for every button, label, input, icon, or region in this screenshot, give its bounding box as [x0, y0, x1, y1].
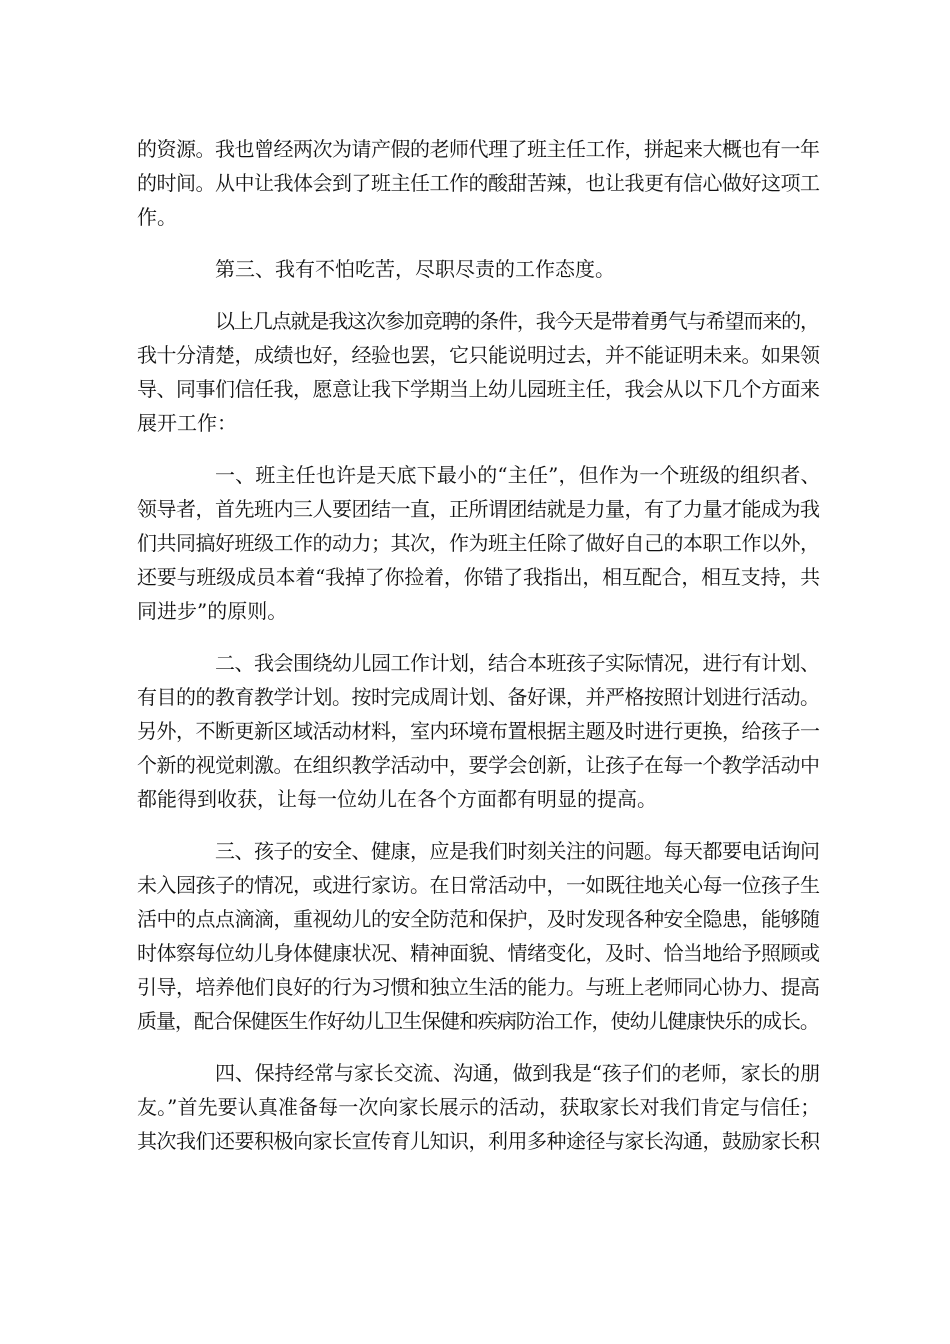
text-line: 三、孩子的安全、健康，应是我们时刻关注的问题。每天都要电话询问 — [215, 839, 820, 863]
text-line: 的资源。我也曾经两次为请产假的老师代理了班主任工作，拼起来大概也有一年 — [137, 137, 820, 161]
text-line: 领导者，首先班内三人要团结一直，正所谓团结就是力量，有了力量才能成为我 — [137, 497, 820, 521]
text-line: 四、保持经常与家长交流、沟通，做到我是“孩子们的老师，家长的朋 — [215, 1061, 820, 1085]
text-line: 友。”首先要认真准备每一次向家长展示的活动，获取家长对我们肯定与信任； — [137, 1095, 821, 1119]
text-line: 另外，不断更新区域活动材料，室内环境布置根据主题及时进行更换，给孩子一 — [137, 719, 820, 743]
text-line: 我十分清楚，成绩也好，经验也罢，它只能说明过去，并不能证明未来。如果领 — [137, 343, 820, 367]
text-line: 们共同搞好班级工作的动力；其次，作为班主任除了做好自己的本职工作以外， — [137, 531, 820, 555]
text-line: 有目的的教育教学计划。按时完成周计划、备好课，并严格按照计划进行活动。 — [137, 685, 820, 709]
text-line: 未入园孩子的情况，或进行家访。在日常活动中，一如既往地关心每一位孩子生 — [137, 873, 820, 897]
text-line: 以上几点就是我这次参加竞聘的条件，我今天是带着勇气与希望而来的， — [215, 309, 819, 333]
text-line: 引导，培养他们良好的行为习惯和独立生活的能力。与班上老师同心协力、提高 — [137, 975, 820, 999]
text-line: 其次我们还要积极向家长宣传育儿知识，利用多种途径与家长沟通，鼓励家长积 — [137, 1129, 820, 1153]
text-line: 的时间。从中让我体会到了班主任工作的酸甜苦辣，也让我更有信心做好这项工 — [137, 171, 820, 195]
text-line: 导、同事们信任我，愿意让我下学期当上幼儿园班主任，我会从以下几个方面来 — [137, 377, 820, 401]
text-line: 同进步”的原则。 — [137, 599, 288, 623]
text-line: 还要与班级成员本着“我掉了你捡着，你错了我指出，相互配合，相互支持，共 — [137, 565, 820, 589]
text-line: 一、班主任也许是天底下最小的“主任”，但作为一个班级的组织者、 — [215, 463, 821, 487]
text-line: 时体察每位幼儿身体健康状况、精神面貌、情绪变化，及时、恰当地给予照顾或 — [137, 941, 820, 965]
text-line: 作。 — [137, 205, 177, 229]
text-line: 个新的视觉刺激。在组织教学活动中，要学会创新，让孩子在每一个教学活动中 — [137, 753, 820, 777]
text-line: 展开工作： — [137, 411, 237, 435]
text-line: 第三、我有不怕吃苦，尽职尽责的工作态度。 — [215, 257, 615, 281]
text-line: 质量，配合保健医生作好幼儿卫生保健和疾病防治工作，使幼儿健康快乐的成长。 — [137, 1009, 819, 1033]
text-line: 都能得到收获，让每一位幼儿在各个方面都有明显的提高。 — [137, 787, 657, 811]
text-line: 二、我会围绕幼儿园工作计划，结合本班孩子实际情况，进行有计划、 — [215, 651, 820, 675]
text-line: 活中的点点滴滴，重视幼儿的安全防范和保护，及时发现各种安全隐患，能够随 — [137, 907, 820, 931]
